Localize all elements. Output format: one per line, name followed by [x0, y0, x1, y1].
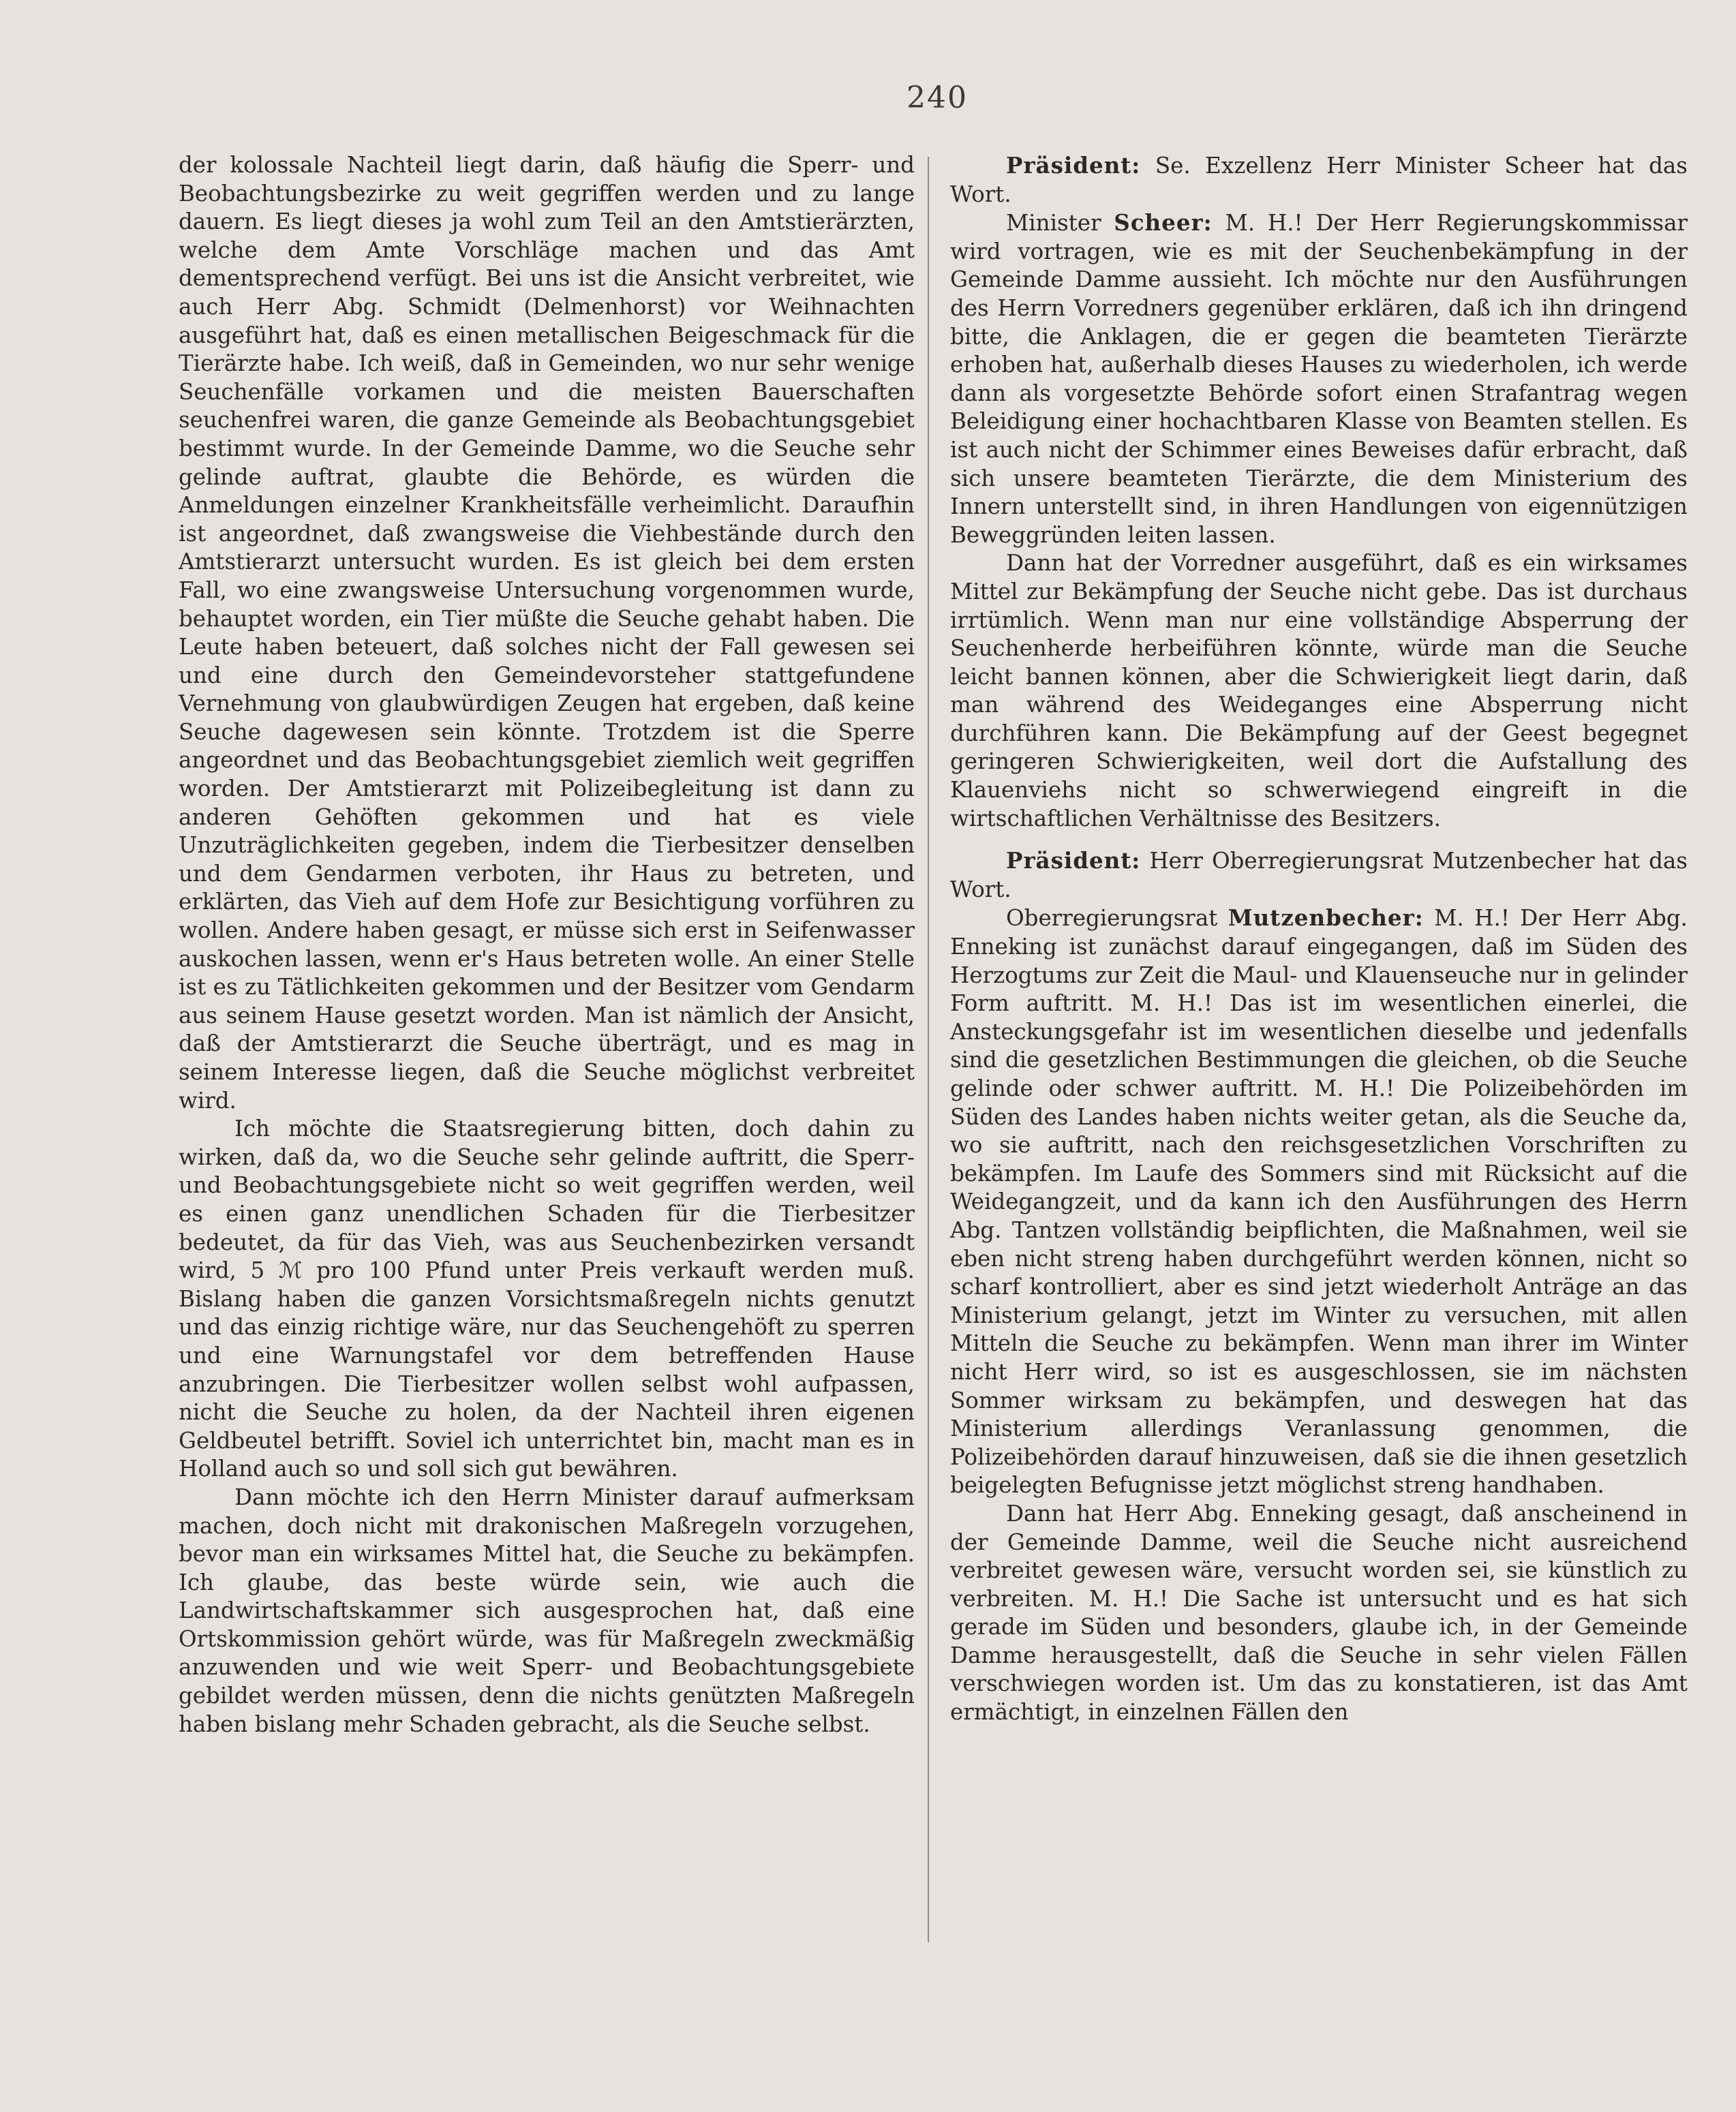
left-paragraph-2: Ich möchte die Staatsregierung bitten, doch dahin zu wirken, daß da, wo die Seuche sehr gelinde auftritt, die Sperr- und Beobachtungsgebiete nicht so weit gegriffen werden, weil es einen ganz unendlichen Schaden für die Tierbesitzer bedeutet, da für das Vieh, was aus Seuchenbezirken versandt wird, 5 ℳ pro 100 Pfund unter Preis verkauft werden muß. Bislang haben die ganzen Vorsichtsmaßregeln nichts genutzt und das einzig richtige wäre, nur das Seuchengehöft zu sperren und eine Warnungstafel vor dem betreffenden Hause anzubringen. Die Tierbesitzer wollen selbst wohl aufpassen, nicht die Seuche zu holen, da der Nachteil ihren eigenen Geldbeutel betrifft. Soviel ich unterrichtet bin, macht man es in Holland auch so und soll sich gut bewähren.	[179, 1116, 915, 1482]
speaker-president: Präsident:	[1006, 152, 1141, 179]
right-block-mutzenbecher	[950, 904, 1688, 1499]
right-block-president-1	[950, 151, 1688, 209]
speaker-mutzenbecher: Mutzenbecher:	[1228, 904, 1424, 932]
column-divider	[928, 157, 929, 1942]
right-block-6: Dann hat Herr Abg. Enneking gesagt, daß anscheinend in der Gemeinde Damme, weil die Seuche nicht ausreichend verbreitet gewesen wäre, versucht worden sei, sie künstlich zu verbreiten. M. H.! Die Sache ist untersucht und es hat sich gerade im Süden und besonders, glaube ich, in der Gemeinde Damme herausgestellt, daß die Seuche in sehr vielen Fällen verschwiegen worden ist. Um das zu konstatieren, ist das Amt ermächtigt, in einzelnen Fällen den	[950, 1500, 1688, 1726]
right-block-minister	[950, 209, 1688, 549]
page-number: 240	[907, 80, 968, 115]
speaker-president-2: Präsident:	[1006, 847, 1141, 874]
president-1-text: Se. Exzellenz Herr Minister Scheer hat das Wort.	[950, 153, 1688, 207]
speaker-scheer: Scheer:	[1114, 209, 1213, 236]
minister-text: M. H.! Der Herr Regierungskommissar wird vortragen, wie es mit der Seuchenbekämpfung in der Gemeinde Damme aussieht. Ich möchte nur den Ausführungen des Herrn Vorredners gegenüber erklären, daß ich ihn dringend bitte, die Anklagen, die er gegen die beamteten Tierärzte erhoben hat, außerhalb dieses Hauses zu wiederholen, ich werde dann als vorgesetzte Behörde sofort einen Strafantrag wegen Beleidigung einer hochachtbaren Klasse von Beamten stellen. Es ist auch nicht der Schimmer eines Beweises dafür erbracht, daß sich unsere beamteten Tierärzte, die dem Ministerium des Innern unterstellt sind, in ihren Handlungen von eigennützigen Beweggründen leiten lassen.	[950, 210, 1688, 548]
left-paragraph-1: der kolossale Nachteil liegt darin, daß häufig die Sperr- und Beobachtungsbezirke zu weit gegriffen werden und zu lange dauern. Es liegt dieses ja wohl zum Teil an den Amtstierärzten, welche dem Amte Vorschläge machen und das Amt dementsprechend verfügt. Bei uns ist die Ansicht verbreitet, wie auch Herr Abg. Schmidt (Delmenhorst) vor Weihnachten ausgeführt hat, daß es einen metallischen Beigeschmack für die Tierärzte habe. Ich weiß, daß in Gemeinden, wo nur sehr wenige Seuchenfälle vorkamen und die meisten Bauerschaften seuchenfrei waren, die ganze Gemeinde als Beobachtungsgebiet bestimmt wurde. In der Gemeinde Damme, wo die Seuche sehr gelinde auftrat, glaubte die Behörde, es würden die Anmeldungen einzelner Krankheitsfälle verheimlicht. Daraufhin ist angeordnet, daß zwangsweise die Viehbestände durch den Amtstierarzt untersucht wurden. Es ist gleich bei dem ersten Fall, wo eine zwangsweise Untersuchung vorgenommen wurde, behauptet worden, ein Tier müßte die Seuche gehabt haben. Die Leute haben beteuert, daß solches nicht der Fall gewesen sei und eine durch den Gemeindevorsteher stattgefundene Vernehmung von glaubwürdigen Zeugen hat ergeben, daß keine Seuche dagewesen sein könnte. Trotzdem ist die Sperre angeordnet und das Beobachtungsgebiet ziemlich weit gegriffen worden. Der Amtstierarzt mit Polizeibegleitung ist dann zu anderen Gehöften gekommen und hat es viele Unzuträglichkeiten gegeben, indem die Tierbesitzer denselben und dem Gendarmen verboten, ihr Haus zu betreten, und erklärten, das Vieh auf dem Hofe zur Besichtigung vorführen zu wollen. Andere haben gesagt, er müsse sich erst in Seifenwasser auskochen lassen, wenn er's Haus betreten wolle. An einer Stelle ist es zu Tätlichkeiten gekommen und der Besitzer vom Gendarm aus seinem Hause gesetzt worden. Man ist nämlich der Ansicht, daß der Amtstierarzt die Seuche überträgt, und es mag in seinem Interesse liegen, daß die Seuche möglichst verbreitet wird.	[179, 152, 915, 1114]
role-minister: Minister	[1006, 210, 1114, 236]
mutzenbecher-text: M. H.! Der Herr Abg. Enneking ist zunächst darauf eingegangen, daß im Süden des Herzogtums zur Zeit die Maul- und Klauenseuche nur in gelinder Form auftritt. M. H.! Das ist im wesentlichen einerlei, die Ansteckungsgefahr ist im wesentlichen dieselbe und jedenfalls sind die gesetzlichen Bestimmungen die gleichen, ob die Seuche gelinde oder schwer auftritt. M. H.! Die Polizeibehörden im Süden des Landes haben nichts weiter getan, als die Seuche da, wo sie auftritt, nach den reichsgesetzlichen Vorschriften zu bekämpfen. Im Laufe des Sommers sind mit Rücksicht auf die Weidegangzeit, und da kann ich den Ausführungen des Herrn Abg. Tantzen vollständig beipflichten, die Maßnahmen, weil sie eben nicht streng haben durchgeführt werden können, nicht so scharf kontrolliert, aber es sind jetzt wiederholt Anträge an das Ministerium gelangt, jetzt im Winter zu versuchen, mit allen Mitteln die Seuche zu bekämpfen. Wenn man ihrer im Winter nicht Herr wird, so ist es ausgeschlossen, sie im nächsten Sommer wirksam zu bekämpfen, und deswegen hat das Ministerium allerdings Veranlassung genommen, die Polizeibehörden darauf hinzuweisen, daß sie die ihnen gesetzlich beigelegten Befugnisse jetzt möglichst streng handhaben.	[950, 905, 1688, 1499]
right-block-president-2	[950, 846, 1688, 904]
president-2-text: Herr Oberregierungsrat Mutzenbecher hat das Wort.	[950, 848, 1688, 902]
left-column	[179, 151, 915, 1739]
role-oberregierungsrat: Oberregierungsrat	[1006, 905, 1228, 932]
left-paragraph-3: Dann möchte ich den Herrn Minister darauf aufmerksam machen, doch nicht mit drakonischen Maßregeln vorzugehen, bevor man ein wirksames Mittel hat, die Seuche zu bekämpfen. Ich glaube, das beste würde sein, wie auch die Landwirtschaftskammer sich ausgesprochen hat, daß eine Ortskommission gehört würde, was für Maßregeln zweckmäßig anzuwenden und wie weit Sperr- und Beobachtungsgebiete gebildet werden müssen, denn die nichts genützten Maßregeln haben bislang mehr Schaden gebracht, als die Seuche selbst.	[179, 1484, 915, 1737]
right-column	[950, 151, 1688, 1727]
right-block-3: Dann hat der Vorredner ausgeführt, daß es ein wirksames Mittel zur Bekämpfung der Seuche nicht gebe. Das ist durchaus irrtümlich. Wenn man nur eine vollständige Absperrung der Seuchenherde herbeiführen könnte, würde man die Seuche leicht bannen können, aber die Schwierigkeit liegt darin, daß man während des Weideganges eine Absperrung nicht durchführen kann. Die Bekämpfung auf der Geest begegnet geringeren Schwierigkeiten, weil dort die Aufstallung des Klauenviehs nicht so schwerwiegend eingreift in die wirtschaftlichen Verhältnisse des Besitzers.	[950, 550, 1688, 831]
